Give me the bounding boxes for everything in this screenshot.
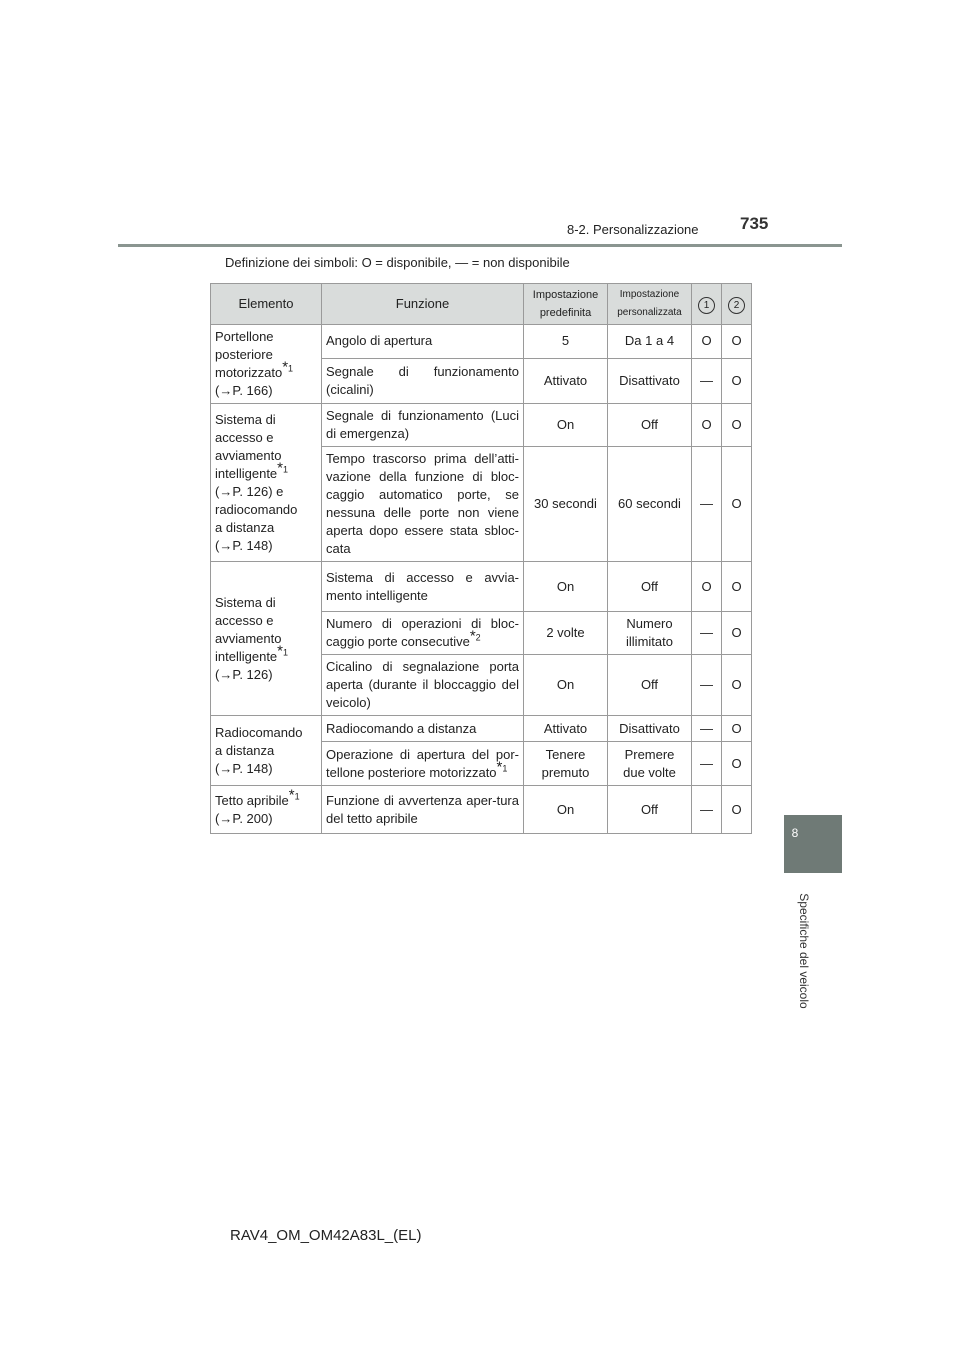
availability-col2-cell: O [722,325,752,359]
footnote-star-icon: * [277,642,283,660]
availability-col2-cell: O [722,562,752,612]
element-line: (→P. 148) [215,537,273,553]
footnote-number: 1 [294,791,300,802]
custom-value-cell: Off [608,562,692,612]
chapter-tab [784,815,842,873]
custom-value-cell: Off [608,655,692,716]
customization-table [210,283,752,834]
function-text: Segnale di funzionamento (cicalini) [326,363,519,397]
availability-col2-cell: O [722,358,752,403]
function-cell [322,742,524,786]
availability-col1-cell: O [692,325,722,359]
chapter-label: Specifiche del veicolo [797,893,811,1009]
footnote-number: 1 [283,464,289,475]
element-line: motorizzato [215,365,283,380]
function-cell [322,786,524,834]
header-default: Impostazione predefinita [524,284,608,325]
custom-value-cell: Disattivato [608,716,692,742]
default-value-cell: On [524,786,608,834]
function-text: Cicalino di segnalazione porta aperta (durante il bloccaggio del veicolo) [326,659,519,710]
default-value-cell: Tenere premuto [524,742,608,786]
function-text: Radiocomando a distanza [326,720,477,736]
function-text: Angolo di apertura [326,333,433,349]
symbol-legend: Definizione dei simboli: O = disponibile, — = non disponibile [225,255,570,270]
function-cell [322,447,524,562]
default-value-cell: 5 [524,325,608,359]
circled-2-icon: 2 [728,297,745,314]
availability-col2-cell: O [722,447,752,562]
availability-col1-cell: — [692,655,722,716]
function-cell [322,655,524,716]
element-cell [211,404,322,562]
footnote-star-icon: * [288,786,295,804]
page-number: 735 [740,214,769,233]
availability-col1-cell: — [692,358,722,403]
element-line: intelligente [215,648,278,664]
table-row [211,404,752,447]
table-row [211,786,752,834]
function-cell [322,562,524,612]
element-line: posteriore [215,347,273,362]
header-element: Elemento [211,284,322,325]
function-cell [322,358,524,403]
function-cell [322,612,524,655]
chapter-number: 8 [791,826,799,840]
element-line: Tetto apribile [215,792,289,808]
section-title: 8-2. Personalizzazione [567,222,699,237]
table-row [211,716,752,742]
availability-col1-cell: — [692,716,722,742]
page-reference: (→P. 148) [215,760,273,776]
function-text: Numero di operazioni di bloc-caggio porte consecutive [326,616,519,649]
availability-col1-cell: — [692,786,722,834]
custom-value-cell: Disattivato [608,358,692,403]
element-line: Portellone [215,329,274,344]
availability-col2-cell: O [722,612,752,655]
default-value-cell: On [524,562,608,612]
circled-1-icon: 1 [698,297,715,314]
function-text: Tempo trascorso prima dell’atti-vazione della funzione di bloc-caggio automatico porte, se nessuna delle porte non viene aperta dopo essere stata sbloc-cata [326,451,519,556]
function-cell [322,325,524,359]
availability-col1-cell: — [692,742,722,786]
default-value-cell: 2 volte [524,612,608,655]
default-value-cell: On [524,404,608,447]
availability-col2-cell: O [722,786,752,834]
element-line: intelligente [215,465,278,481]
document-code: RAV4_OM_OM42A83L_(EL) [230,1227,422,1244]
custom-value-cell: Off [608,786,692,834]
element-line: Sistema di [215,594,276,610]
function-text: Sistema di accesso e avvia-mento intelligente [326,569,519,603]
element-line: accesso e [215,612,274,628]
function-text: Operazione di apertura del por-tellone posteriore motorizzato [326,746,519,780]
availability-col2-cell: O [722,655,752,716]
footnote-star-icon: * [496,758,503,776]
availability-col1-cell: O [692,404,722,447]
availability-col2-cell: O [722,716,752,742]
table-row [211,325,752,359]
availability-col1-cell: — [692,447,722,562]
footnote-star-icon: * [277,459,283,477]
footnote-star-icon: * [469,627,476,645]
header-rule [118,244,842,247]
custom-value-cell: Numero illimitato [608,612,692,655]
custom-value-cell: Off [608,404,692,447]
default-value-cell: Attivato [524,358,608,403]
function-cell [322,404,524,447]
element-line: radiocomando [215,501,298,517]
element-cell [211,716,322,786]
element-line: a distanza [215,742,275,758]
element-cell [211,562,322,716]
availability-col1-cell: — [692,612,722,655]
availability-col1-cell: O [692,562,722,612]
element-line: Sistema di [215,411,276,427]
page-reference: (→P. 126) e [215,483,284,499]
default-value-cell: On [524,655,608,716]
element-line: avviamento [215,447,282,463]
element-cell [211,325,322,404]
page-reference: (→P. 200) [215,810,273,826]
function-text: Segnale di funzionamento (Luci di emergenza) [326,408,519,441]
footnote-number: 1 [288,363,294,374]
availability-col2-cell: O [722,404,752,447]
table-row [211,562,752,612]
header-col2 [722,284,752,325]
custom-value-cell: Premere due volte [608,742,692,786]
page-reference: (→P. 126) [215,666,273,682]
default-value-cell: Attivato [524,716,608,742]
element-cell [211,786,322,834]
element-line: accesso e [215,429,274,445]
custom-value-cell: 60 secondi [608,447,692,562]
footnote-star-icon: * [282,358,289,376]
function-cell [322,716,524,742]
element-line: a distanza [215,519,275,535]
footnote-number: 2 [475,632,481,643]
table-header-row [211,284,752,325]
header-col1 [692,284,722,325]
page-reference: (→P. 166) [215,383,273,398]
element-line: avviamento [215,630,282,646]
footnote-number: 1 [502,763,508,774]
header-custom: Impostazione personalizzata [608,284,692,325]
custom-value-cell: Da 1 a 4 [608,325,692,359]
function-text: Funzione di avvertenza aper-tura del tetto apribile [326,792,519,826]
header-function: Funzione [322,284,524,325]
availability-col2-cell: O [722,742,752,786]
footnote-number: 1 [283,647,289,658]
default-value-cell: 30 secondi [524,447,608,562]
element-line: Radiocomando [215,724,303,740]
